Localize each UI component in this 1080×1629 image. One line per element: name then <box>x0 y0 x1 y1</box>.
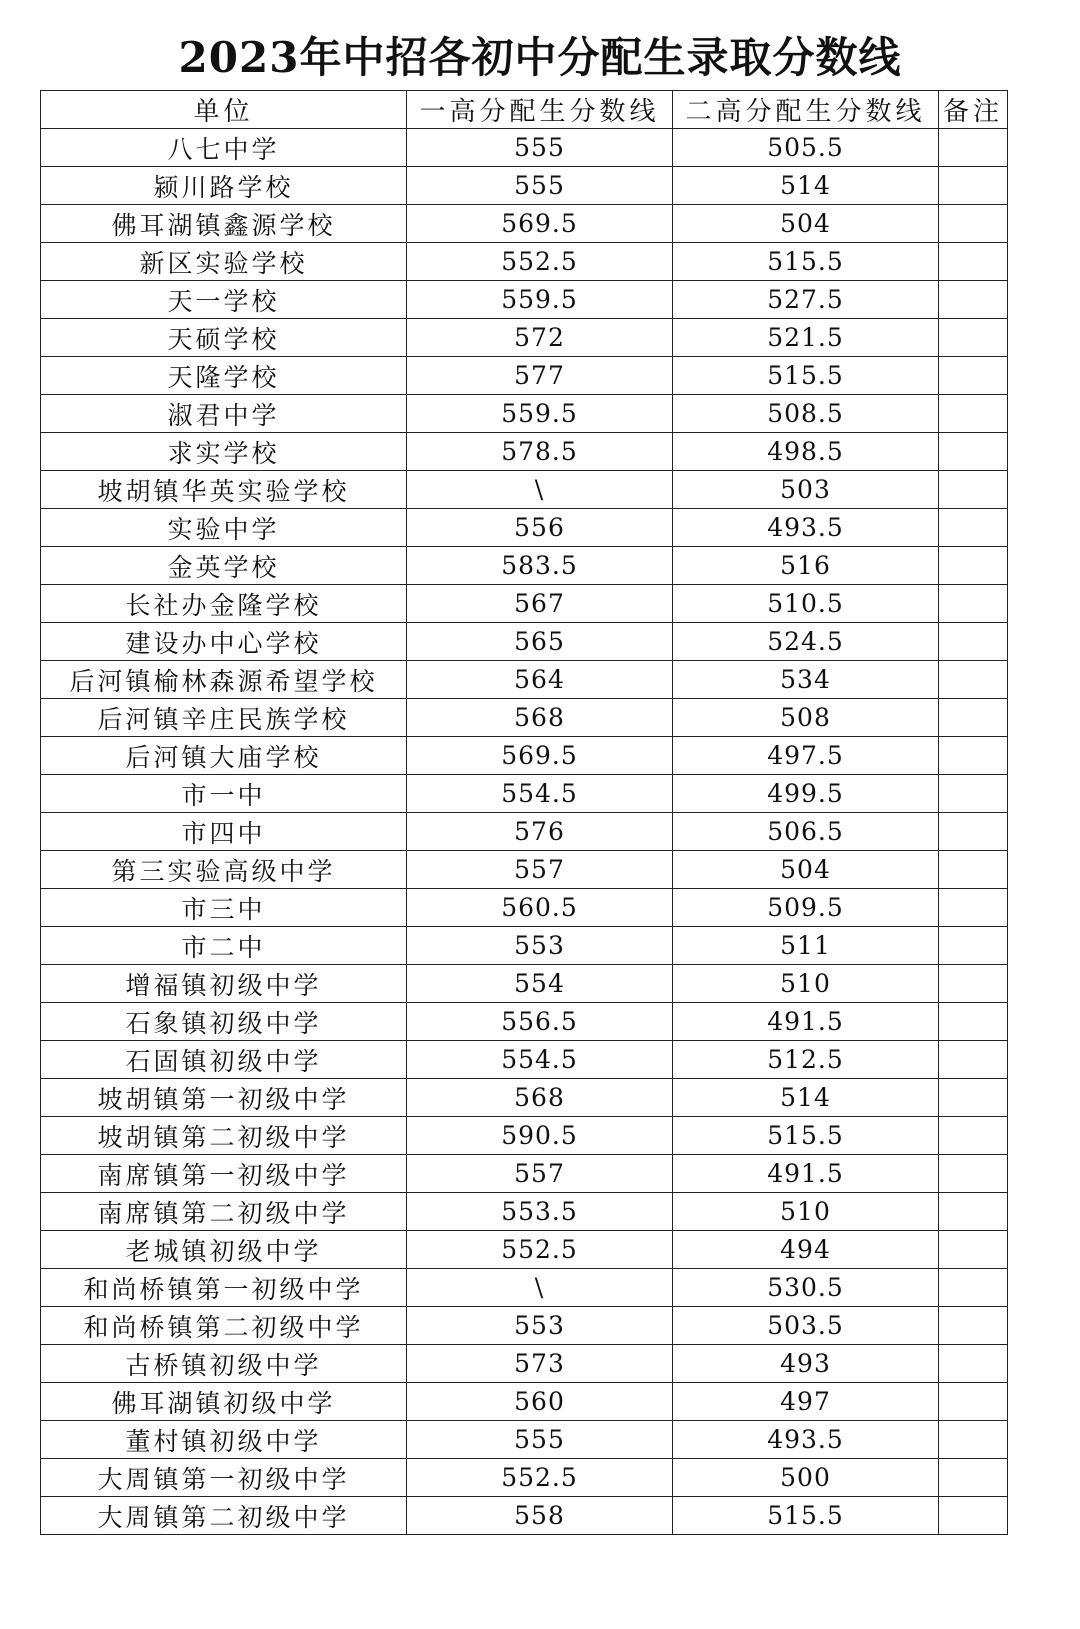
cell-first-high-score: 567 <box>407 585 673 623</box>
cell-note <box>939 813 1008 851</box>
table-row <box>41 965 1008 1003</box>
cell-unit: 八七中学 <box>41 129 407 167</box>
table-row <box>41 813 1008 851</box>
cell-unit: 天一学校 <box>41 281 407 319</box>
cell-note <box>939 699 1008 737</box>
header-unit: 单位 <box>41 91 407 129</box>
cell-unit: 淑君中学 <box>41 395 407 433</box>
table-row <box>41 1231 1008 1269</box>
cell-first-high-score: 590.5 <box>407 1117 673 1155</box>
header-note: 备注 <box>939 91 1008 129</box>
cell-note <box>939 1421 1008 1459</box>
table-row <box>41 357 1008 395</box>
cell-second-high-score: 521.5 <box>673 319 939 357</box>
table-row <box>41 319 1008 357</box>
cell-second-high-score: 511 <box>673 927 939 965</box>
cell-second-high-score: 503.5 <box>673 1307 939 1345</box>
cell-note <box>939 775 1008 813</box>
table-row <box>41 433 1008 471</box>
cell-first-high-score: 552.5 <box>407 243 673 281</box>
table-row <box>41 699 1008 737</box>
cell-note <box>939 1041 1008 1079</box>
cell-second-high-score: 534 <box>673 661 939 699</box>
table-row <box>41 1041 1008 1079</box>
table-row <box>41 737 1008 775</box>
cell-note <box>939 547 1008 585</box>
cell-second-high-score: 497.5 <box>673 737 939 775</box>
cell-unit: 大周镇第二初级中学 <box>41 1497 407 1535</box>
cell-note <box>939 1079 1008 1117</box>
cell-second-high-score: 498.5 <box>673 433 939 471</box>
table-row <box>41 205 1008 243</box>
cell-note <box>939 927 1008 965</box>
cell-unit: 石固镇初级中学 <box>41 1041 407 1079</box>
table-row <box>41 1459 1008 1497</box>
cell-first-high-score: 553 <box>407 927 673 965</box>
table-row <box>41 623 1008 661</box>
table-row <box>41 1307 1008 1345</box>
cell-second-high-score: 508.5 <box>673 395 939 433</box>
cell-second-high-score: 514 <box>673 1079 939 1117</box>
table-row <box>41 1003 1008 1041</box>
cell-first-high-score: \ <box>407 1269 673 1307</box>
cell-second-high-score: 503 <box>673 471 939 509</box>
table-body <box>41 129 1008 1535</box>
cell-first-high-score: 555 <box>407 1421 673 1459</box>
cell-first-high-score: 554.5 <box>407 1041 673 1079</box>
cell-first-high-score: 556.5 <box>407 1003 673 1041</box>
cell-first-high-score: 559.5 <box>407 395 673 433</box>
cell-first-high-score: 573 <box>407 1345 673 1383</box>
table-row <box>41 1079 1008 1117</box>
cell-first-high-score: 553 <box>407 1307 673 1345</box>
table-row <box>41 1497 1008 1535</box>
page-title: 2023年中招各初中分配生录取分数线 <box>178 33 902 82</box>
cell-first-high-score: 583.5 <box>407 547 673 585</box>
table-row <box>41 927 1008 965</box>
cell-first-high-score: 554 <box>407 965 673 1003</box>
cell-note <box>939 623 1008 661</box>
table-row <box>41 661 1008 699</box>
cell-note <box>939 395 1008 433</box>
cell-note <box>939 281 1008 319</box>
table-row <box>41 775 1008 813</box>
cell-second-high-score: 493.5 <box>673 1421 939 1459</box>
table-row <box>41 585 1008 623</box>
cell-first-high-score: 555 <box>407 129 673 167</box>
cell-first-high-score: 564 <box>407 661 673 699</box>
cell-first-high-score: 568 <box>407 1079 673 1117</box>
cell-unit: 增福镇初级中学 <box>41 965 407 1003</box>
cell-note <box>939 1383 1008 1421</box>
cell-second-high-score: 504 <box>673 205 939 243</box>
cell-first-high-score: 576 <box>407 813 673 851</box>
cell-unit: 董村镇初级中学 <box>41 1421 407 1459</box>
cell-first-high-score: 577 <box>407 357 673 395</box>
cell-unit: 建设办中心学校 <box>41 623 407 661</box>
cell-first-high-score: 568 <box>407 699 673 737</box>
cell-note <box>939 585 1008 623</box>
cell-first-high-score: 552.5 <box>407 1231 673 1269</box>
table-row <box>41 1421 1008 1459</box>
cell-second-high-score: 512.5 <box>673 1041 939 1079</box>
cell-unit: 石象镇初级中学 <box>41 1003 407 1041</box>
cell-note <box>939 1307 1008 1345</box>
table-row <box>41 129 1008 167</box>
cell-second-high-score: 493.5 <box>673 509 939 547</box>
table-row <box>41 1345 1008 1383</box>
cell-first-high-score: 554.5 <box>407 775 673 813</box>
cell-unit: 古桥镇初级中学 <box>41 1345 407 1383</box>
table-row <box>41 395 1008 433</box>
cell-second-high-score: 515.5 <box>673 1117 939 1155</box>
table-row <box>41 1269 1008 1307</box>
cell-unit: 长社办金隆学校 <box>41 585 407 623</box>
cell-second-high-score: 500 <box>673 1459 939 1497</box>
cell-second-high-score: 510.5 <box>673 585 939 623</box>
cell-first-high-score: 557 <box>407 1155 673 1193</box>
table-header <box>41 91 1008 129</box>
cell-unit: 市二中 <box>41 927 407 965</box>
cell-first-high-score: 569.5 <box>407 205 673 243</box>
cell-note <box>939 661 1008 699</box>
cell-unit: 颍川路学校 <box>41 167 407 205</box>
cell-unit: 佛耳湖镇初级中学 <box>41 1383 407 1421</box>
cell-second-high-score: 493 <box>673 1345 939 1383</box>
cell-unit: 坡胡镇华英实验学校 <box>41 471 407 509</box>
cell-unit: 和尚桥镇第一初级中学 <box>41 1269 407 1307</box>
cell-second-high-score: 494 <box>673 1231 939 1269</box>
cell-unit: 天隆学校 <box>41 357 407 395</box>
cell-note <box>939 889 1008 927</box>
cell-unit: 老城镇初级中学 <box>41 1231 407 1269</box>
table-row <box>41 1155 1008 1193</box>
cell-first-high-score: 558 <box>407 1497 673 1535</box>
cell-note <box>939 129 1008 167</box>
cell-second-high-score: 527.5 <box>673 281 939 319</box>
cell-second-high-score: 497 <box>673 1383 939 1421</box>
cell-note <box>939 167 1008 205</box>
cell-second-high-score: 491.5 <box>673 1155 939 1193</box>
table-row <box>41 471 1008 509</box>
cell-first-high-score: 560 <box>407 1383 673 1421</box>
cell-first-high-score: 553.5 <box>407 1193 673 1231</box>
cell-first-high-score: 556 <box>407 509 673 547</box>
cell-second-high-score: 506.5 <box>673 813 939 851</box>
cell-note <box>939 1345 1008 1383</box>
table-row <box>41 889 1008 927</box>
cell-note <box>939 509 1008 547</box>
cell-note <box>939 357 1008 395</box>
table-row <box>41 281 1008 319</box>
cell-unit: 和尚桥镇第二初级中学 <box>41 1307 407 1345</box>
cell-note <box>939 737 1008 775</box>
header-first-high: 一高分配生分数线 <box>407 91 673 129</box>
cell-second-high-score: 515.5 <box>673 1497 939 1535</box>
cell-second-high-score: 524.5 <box>673 623 939 661</box>
cell-unit: 南席镇第二初级中学 <box>41 1193 407 1231</box>
cell-note <box>939 205 1008 243</box>
cell-note <box>939 1497 1008 1535</box>
cell-note <box>939 471 1008 509</box>
cell-second-high-score: 491.5 <box>673 1003 939 1041</box>
table-row <box>41 167 1008 205</box>
cell-unit: 后河镇榆林森源希望学校 <box>41 661 407 699</box>
header-second-high: 二高分配生分数线 <box>673 91 939 129</box>
cell-first-high-score: 560.5 <box>407 889 673 927</box>
cell-unit: 后河镇大庙学校 <box>41 737 407 775</box>
cell-second-high-score: 504 <box>673 851 939 889</box>
cell-note <box>939 1155 1008 1193</box>
table-row <box>41 547 1008 585</box>
cell-note <box>939 1193 1008 1231</box>
cell-first-high-score: 569.5 <box>407 737 673 775</box>
cell-unit: 坡胡镇第一初级中学 <box>41 1079 407 1117</box>
cell-second-high-score: 530.5 <box>673 1269 939 1307</box>
cell-note <box>939 433 1008 471</box>
cell-unit: 天硕学校 <box>41 319 407 357</box>
table-row <box>41 509 1008 547</box>
cell-unit: 实验中学 <box>41 509 407 547</box>
cell-second-high-score: 514 <box>673 167 939 205</box>
cell-unit: 后河镇辛庄民族学校 <box>41 699 407 737</box>
cell-second-high-score: 508 <box>673 699 939 737</box>
cell-unit: 求实学校 <box>41 433 407 471</box>
cell-first-high-score: 559.5 <box>407 281 673 319</box>
cell-note <box>939 1003 1008 1041</box>
cell-unit: 金英学校 <box>41 547 407 585</box>
cell-note <box>939 319 1008 357</box>
cell-unit: 第三实验高级中学 <box>41 851 407 889</box>
cell-note <box>939 965 1008 1003</box>
cell-note <box>939 1117 1008 1155</box>
cell-first-high-score: 557 <box>407 851 673 889</box>
table-row <box>41 1193 1008 1231</box>
cell-unit: 新区实验学校 <box>41 243 407 281</box>
table-row <box>41 1383 1008 1421</box>
cell-first-high-score: 578.5 <box>407 433 673 471</box>
table-row <box>41 1117 1008 1155</box>
cell-first-high-score: 552.5 <box>407 1459 673 1497</box>
cell-note <box>939 1269 1008 1307</box>
cell-second-high-score: 515.5 <box>673 243 939 281</box>
cell-second-high-score: 516 <box>673 547 939 585</box>
cell-second-high-score: 499.5 <box>673 775 939 813</box>
cell-first-high-score: \ <box>407 471 673 509</box>
cell-unit: 市四中 <box>41 813 407 851</box>
cell-second-high-score: 510 <box>673 1193 939 1231</box>
table-row <box>41 851 1008 889</box>
table-row <box>41 243 1008 281</box>
score-table <box>40 90 1008 1535</box>
cell-note <box>939 1231 1008 1269</box>
cell-unit: 坡胡镇第二初级中学 <box>41 1117 407 1155</box>
cell-note <box>939 851 1008 889</box>
cell-second-high-score: 505.5 <box>673 129 939 167</box>
cell-first-high-score: 572 <box>407 319 673 357</box>
cell-unit: 市一中 <box>41 775 407 813</box>
cell-first-high-score: 555 <box>407 167 673 205</box>
cell-unit: 市三中 <box>41 889 407 927</box>
cell-second-high-score: 515.5 <box>673 357 939 395</box>
cell-unit: 南席镇第一初级中学 <box>41 1155 407 1193</box>
cell-second-high-score: 510 <box>673 965 939 1003</box>
cell-second-high-score: 509.5 <box>673 889 939 927</box>
cell-note <box>939 243 1008 281</box>
header-row <box>41 91 1008 129</box>
cell-unit: 大周镇第一初级中学 <box>41 1459 407 1497</box>
cell-first-high-score: 565 <box>407 623 673 661</box>
cell-note <box>939 1459 1008 1497</box>
cell-unit: 佛耳湖镇鑫源学校 <box>41 205 407 243</box>
